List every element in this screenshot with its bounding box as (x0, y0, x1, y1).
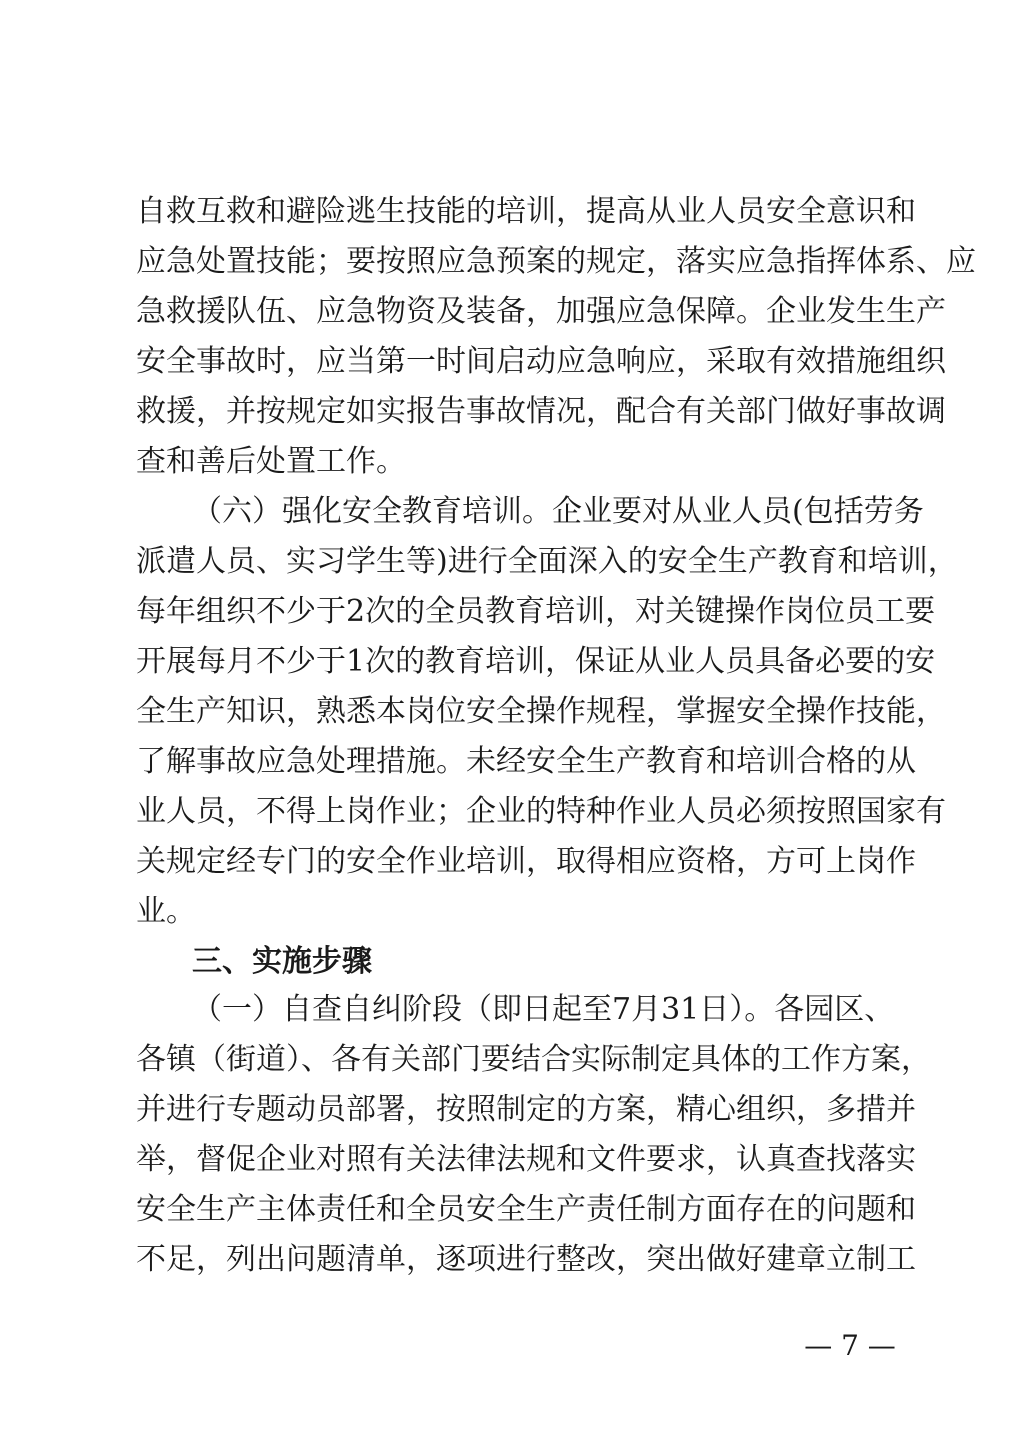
paragraph-line: 救援，并按规定如实报告事故情况，配合有关部门做好事故调 (136, 394, 946, 429)
paragraph-line: 急救援队伍、应急物资及装备，加强应急保障。企业发生生产 (136, 294, 946, 329)
paragraph-line: 自救互救和避险逃生技能的培训，提高从业人员安全意识和 (136, 194, 916, 229)
paragraph-line: 各镇（街道）、各有关部门要结合实际制定具体的工作方案， (136, 1042, 931, 1077)
page-number: — 7 — (804, 1329, 896, 1362)
paragraph-line: 全生产知识，熟悉本岗位安全操作规程，掌握安全操作技能， (136, 694, 946, 729)
paragraph-line: （六）强化安全教育培训。企业要对从业人员(包括劳务 (192, 494, 924, 529)
paragraph-line: 不足，列出问题清单，逐项进行整改，突出做好建章立制工 (136, 1242, 916, 1277)
paragraph-line: 安全生产主体责任和全员安全生产责任制方面存在的问题和 (136, 1192, 916, 1227)
paragraph-line: 关规定经专门的安全作业培训，取得相应资格，方可上岗作 (136, 844, 916, 879)
paragraph-line: 了解事故应急处理措施。未经安全生产教育和培训合格的从 (136, 744, 916, 779)
paragraph-line: 举，督促企业对照有关法律法规和文件要求，认真查找落实 (136, 1142, 916, 1177)
paragraph-line: 业。 (136, 894, 196, 929)
section-heading: 三、实施步骤 (192, 944, 372, 979)
paragraph-line: 业人员，不得上岗作业；企业的特种作业人员必须按照国家有 (136, 794, 946, 829)
paragraph-line: 并进行专题动员部署，按照制定的方案，精心组织，多措并 (136, 1092, 916, 1127)
paragraph-line: 开展每月不少于1次的教育培训，保证从业人员具备必要的安 (136, 644, 936, 679)
paragraph-line: 应急处置技能；要按照应急预案的规定，落实应急指挥体系、应 (136, 244, 976, 279)
paragraph-line: 查和善后处置工作。 (136, 444, 406, 479)
paragraph-line: 安全事故时，应当第一时间启动应急响应，采取有效措施组织 (136, 344, 946, 379)
paragraph-line: （一）自查自纠阶段（即日起至7月31日）。各园区、 (192, 992, 895, 1027)
paragraph-line: 派遣人员、实习学生等)进行全面深入的安全生产教育和培训， (136, 544, 958, 579)
paragraph-line: 每年组织不少于2次的全员教育培训，对关键操作岗位员工要 (136, 594, 936, 629)
